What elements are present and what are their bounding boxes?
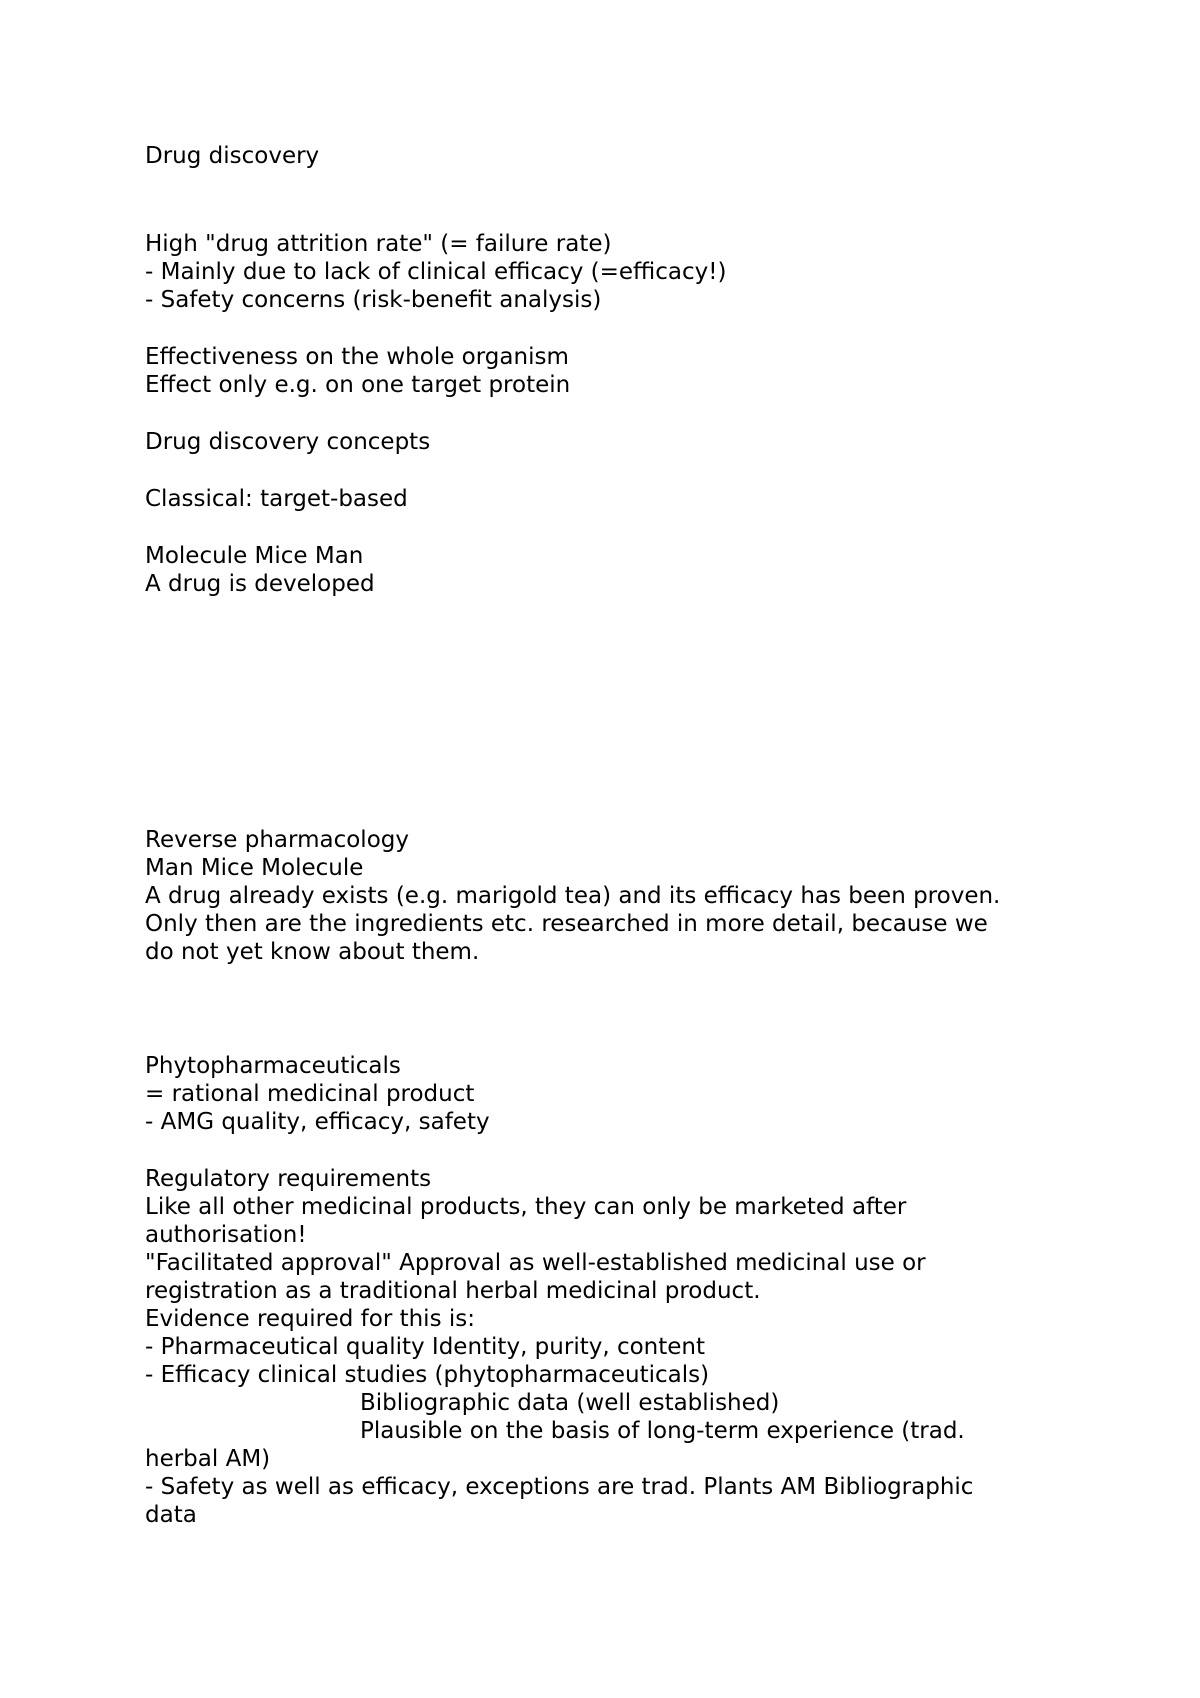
reverse-sequence: Man Mice Molecule (145, 855, 364, 881)
regulatory-line: Like all other medicinal products, they can only be marketed after (145, 1194, 907, 1220)
regulatory-indented-line: Bibliographic data (well established) (360, 1390, 780, 1416)
phyto-line: = rational medicinal product (145, 1081, 475, 1107)
regulatory-line: - Pharmaceutical quality Identity, purity, content (145, 1334, 706, 1360)
reverse-line: Only then are the ingredients etc. researched in more detail, because we (145, 911, 988, 937)
concepts-heading: Drug discovery concepts (145, 429, 431, 455)
classical-description: A drug is developed (145, 571, 375, 597)
regulatory-line: authorisation! (145, 1222, 307, 1248)
reverse-line: A drug already exists (e.g. marigold tea) and its efficacy has been proven. (145, 883, 1001, 909)
classical-sequence: Molecule Mice Man (145, 543, 364, 569)
regulatory-line: "Facilitated approval" Approval as well-established medicinal use or (145, 1250, 926, 1276)
regulatory-line: herbal AM) (145, 1446, 271, 1472)
regulatory-heading: Regulatory requirements (145, 1166, 432, 1192)
effectiveness-line: Effectiveness on the whole organism (145, 344, 569, 370)
attrition-item: - Mainly due to lack of clinical efficacy (=efficacy!) (145, 259, 727, 285)
attrition-item: - Safety concerns (risk-benefit analysis) (145, 287, 602, 313)
regulatory-line: - Safety as well as efficacy, exceptions are trad. Plants AM Bibliographic (145, 1474, 974, 1500)
regulatory-line: data (145, 1502, 197, 1528)
classical-heading: Classical: target-based (145, 486, 408, 512)
reverse-line: do not yet know about them. (145, 939, 480, 965)
regulatory-line: Evidence required for this is: (145, 1306, 475, 1332)
attrition-heading: High "drug attrition rate" (= failure rate) (145, 231, 612, 257)
reverse-heading: Reverse pharmacology (145, 827, 409, 853)
regulatory-line: registration as a traditional herbal medicinal product. (145, 1278, 761, 1304)
document-title: Drug discovery (145, 143, 320, 169)
phyto-line: - AMG quality, efficacy, safety (145, 1109, 490, 1135)
phyto-heading: Phytopharmaceuticals (145, 1053, 401, 1079)
regulatory-line: - Efficacy clinical studies (phytopharmaceuticals) (145, 1362, 710, 1388)
effectiveness-line: Effect only e.g. on one target protein (145, 372, 571, 398)
regulatory-indented-line: Plausible on the basis of long-term experience (trad. (360, 1418, 965, 1444)
